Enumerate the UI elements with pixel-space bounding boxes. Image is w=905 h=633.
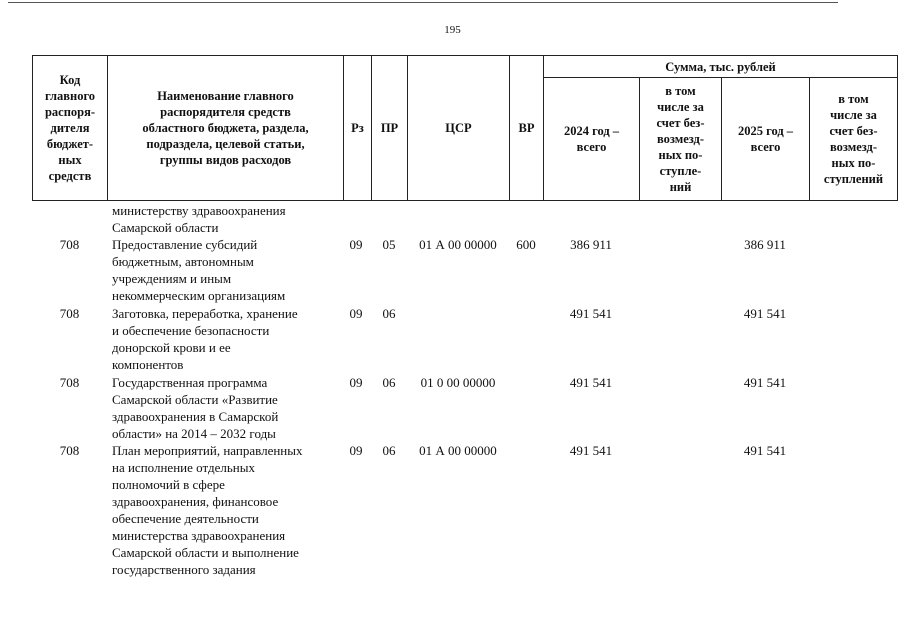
continuation-text [112,202,344,236]
header-2024-gratuitous-line: ных по- [658,148,703,162]
row-csr: 01 0 00 00000 [420,375,496,390]
row-name [112,442,344,578]
row-code: 708 [59,443,80,458]
header-code [32,55,107,201]
row-sum-2024: 491 541 [569,306,613,321]
row-pr: 06 [382,375,396,390]
row-sum-2024: 386 911 [570,237,612,252]
header-name-line: группы видов расходов [159,153,292,167]
row-vr: 600 [516,237,536,252]
header-2025-gratuitous-line: возмезд- [829,140,878,154]
header-2024-gratuitous-line: счет без- [656,116,705,130]
row-name [112,236,344,304]
row-name-line: Предоставление субсидий [112,237,258,252]
row-name-line: некоммерческим организациям [112,288,286,303]
header-2025-total [721,77,809,201]
row-name-line: Государственная программа [112,375,268,390]
row-name-line: Заготовка, переработка, хранение [112,306,298,321]
header-code-line: главного [44,89,96,103]
header-2024-line: всего [576,140,607,154]
header-name-line: подраздела, целевой статьи, [146,137,305,151]
page-top-line [8,2,838,3]
page-number: 195 [444,24,461,36]
row-name-line: области» на 2014 – 2032 годы [112,426,276,441]
row-sum-2025: 491 541 [743,306,787,321]
row-name-line: и обеспечение безопасности [112,323,270,338]
row-name-line: учреждениям и иным [112,271,232,286]
header-2025-gratuitous-line: счет без- [829,124,878,138]
header-2025-gratuitous-line: ступлений [823,172,884,186]
header-code-line: распоря- [44,105,96,119]
header-csr: ЦСР [407,55,509,201]
header-2024-total [543,77,639,201]
row-code: 708 [59,375,80,390]
row-rz: 09 [349,237,363,252]
row-name-line: Самарской области «Развитие [112,392,278,407]
header-2024-gratuitous-line: ний [669,180,692,194]
row-name-line: здравоохранения в Самарской [112,409,279,424]
header-name-line: областного бюджета, раздела, [142,121,309,135]
header-2024-gratuitous-line: ступле- [659,164,702,178]
row-rz: 09 [349,443,363,458]
header-2024-gratuitous [639,77,721,201]
header-sum: Сумма, тыс. рублей [543,55,898,77]
row-code: 708 [59,306,80,321]
header-rz: Рз [343,55,371,201]
row-sum-2025: 386 911 [744,237,786,252]
row-csr: 01 А 00 00000 [419,237,497,252]
table-header [32,55,898,201]
header-name-line: Наименование главного [157,89,294,103]
row-code: 708 [59,237,80,252]
header-name-line: распорядителя средств [160,105,291,119]
row-name [112,305,344,373]
header-2024-gratuitous-line: возмезд- [656,132,705,146]
header-code-line: Код [59,73,81,87]
row-name-line: полномочий в сфере [112,477,225,492]
header-pr: ПР [371,55,407,201]
row-name-line: обеспечение деятельности [112,511,259,526]
row-csr: 01 А 00 00000 [419,443,497,458]
row-name-line: министерства здравоохранения [112,528,286,543]
header-code-line: средств [48,169,92,183]
header-2025-gratuitous-line: в том [838,92,869,106]
header-2025-line: 2025 год – [737,124,794,138]
row-name [112,374,344,442]
header-code-line: бюджет- [46,137,94,151]
row-name-line: компонентов [112,357,184,372]
row-pr: 06 [382,443,396,458]
row-name-line: здравоохранения, финансовое [112,494,279,509]
row-rz: 09 [349,375,363,390]
header-2025-gratuitous-line: ных по- [831,156,876,170]
header-code-line: ных [58,153,82,167]
row-name-line: Самарской области и выполнение [112,545,299,560]
row-sum-2024: 491 541 [569,443,613,458]
row-name-line: бюджетным, автономным [112,254,254,269]
header-2025-gratuitous [809,77,898,201]
row-sum-2025: 491 541 [743,443,787,458]
header-vr: ВР [509,55,543,201]
row-pr: 06 [382,306,396,321]
row-sum-2025: 491 541 [743,375,787,390]
row-name-line: государственного задания [112,562,256,577]
continuation-line: Самарской области [112,220,219,235]
header-2025-line: всего [750,140,781,154]
header-2024-gratuitous-line: в том [665,84,696,98]
row-name-line: на исполнение отдельных [112,460,255,475]
row-rz: 09 [349,306,363,321]
row-name-line: донорской крови и ее [112,340,231,355]
continuation-line: министерству здравоохранения [112,203,286,218]
header-2024-line: 2024 год – [563,124,620,138]
header-2024-gratuitous-line: числе за [657,100,704,114]
row-pr: 05 [382,237,396,252]
row-sum-2024: 491 541 [569,375,613,390]
header-2025-gratuitous-line: числе за [830,108,877,122]
header-code-line: дителя [50,121,90,135]
header-name [107,55,343,201]
row-name-line: План мероприятий, направленных [112,443,303,458]
